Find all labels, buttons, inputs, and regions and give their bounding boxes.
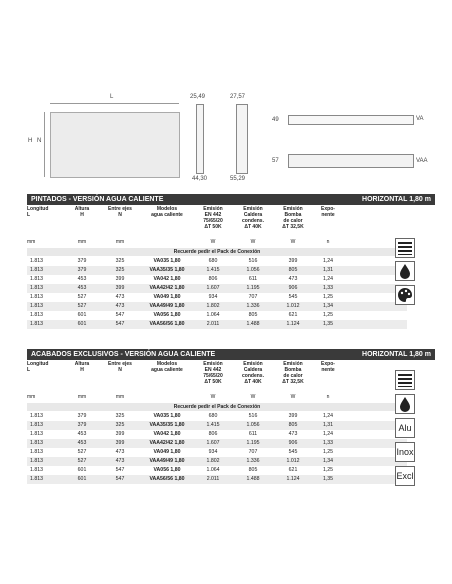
column-header: Modelos agua caliente: [151, 361, 183, 373]
column-header: Modelos agua caliente: [151, 206, 183, 218]
table-cell: VAA35/35 1,80: [149, 267, 185, 273]
column-header: Expo- nente: [321, 361, 335, 373]
column-unit: W: [250, 239, 256, 245]
table-cell: 1.056: [246, 267, 260, 273]
table-cell: 1.064: [206, 312, 220, 318]
table-cell: 516: [248, 258, 258, 264]
table-cell: 473: [115, 458, 125, 464]
table-cell: 453: [77, 285, 87, 291]
table-cell: 379: [77, 267, 87, 273]
section-header-pintados: [27, 194, 435, 205]
table-cell: 1.415: [206, 422, 220, 428]
table-cell: VA056 1,80: [153, 312, 181, 318]
table-cell: 1.813: [30, 276, 43, 282]
dim-va-depth: 49: [272, 117, 279, 123]
column-header: Emisión EN 442 75/65/20 ΔT 50K: [203, 361, 223, 385]
table-row: [27, 430, 407, 439]
table-cell: 1.195: [246, 285, 260, 291]
table-row: [27, 457, 407, 466]
table-cell: VAA56/56 1,80: [149, 321, 185, 327]
table-cell: 601: [77, 312, 87, 318]
column-unit: mm: [115, 239, 125, 245]
table-cell: 1,25: [322, 467, 334, 473]
column-header: Longitud L: [27, 361, 49, 373]
table-row: [27, 475, 407, 484]
table-cell: 1.813: [30, 431, 43, 437]
table-row: [27, 466, 407, 475]
table-cell: 516: [248, 413, 258, 419]
column-header: Emisión Bomba de calor ΔT 32,5K: [282, 361, 304, 385]
table-row: [27, 293, 407, 302]
column-unit: mm: [27, 239, 36, 245]
radiator-side-view-va: [196, 104, 204, 174]
table-cell: 473: [115, 449, 125, 455]
table-cell: 325: [115, 258, 125, 264]
water-drop-icon: [395, 394, 415, 414]
table-cell: 805: [248, 467, 258, 473]
table-cell: 547: [115, 476, 125, 482]
table-cell: 1.064: [206, 467, 220, 473]
badge-excl: Excl: [395, 466, 415, 486]
table-cell: 1.813: [30, 458, 43, 464]
table-cell: 611: [248, 431, 258, 437]
table-cell: 1.124: [286, 321, 300, 327]
table-row: [27, 439, 407, 448]
table-row: [27, 421, 407, 430]
column-header: Entre ejes N: [108, 361, 132, 373]
table-cell: 1.813: [30, 285, 43, 291]
table-cell: 906: [288, 440, 298, 446]
table-cell: 1.813: [30, 321, 43, 327]
table-cell: 2.011: [206, 321, 220, 327]
table-cell: 547: [115, 467, 125, 473]
column-header: Emisión Caldera condens. ΔT 40K: [242, 361, 264, 385]
table-cell: 473: [288, 276, 298, 282]
table-cell: 1.802: [206, 303, 220, 309]
column-header: Altura H: [74, 361, 90, 373]
dim-25-49: 25,49: [190, 94, 206, 100]
table-cell: VA042 1,80: [153, 276, 181, 282]
table-cell: 399: [288, 413, 298, 419]
table-cell: 1.813: [30, 267, 43, 273]
table-cell: 1,25: [322, 312, 334, 318]
table-cell: 527: [77, 303, 87, 309]
table-cell: 707: [248, 294, 258, 300]
table-cell: VAA49/49 1,80: [149, 458, 185, 464]
table-cell: 1,34: [322, 303, 334, 309]
table-row: [27, 275, 407, 284]
table-cell: 1.336: [246, 458, 260, 464]
table-cell: 453: [77, 440, 87, 446]
table-cell: 805: [288, 267, 298, 273]
radiator-finish-icon: [395, 370, 415, 390]
table-cell: 1.813: [30, 440, 43, 446]
column-unit: W: [210, 239, 216, 245]
table-cell: 806: [208, 431, 218, 437]
dim-n: N: [37, 138, 42, 144]
table-cell: 1.813: [30, 294, 43, 300]
table-cell: 1,24: [322, 431, 334, 437]
radiator-front-view: [50, 112, 180, 178]
table-cell: VA056 1,80: [153, 467, 181, 473]
table-cell: 1,35: [322, 476, 334, 482]
table-cell: VAA42/42 1,80: [149, 285, 185, 291]
table-cell: 453: [77, 276, 87, 282]
table-cell: 680: [208, 258, 218, 264]
label-vaa: VAA: [416, 158, 428, 164]
table-row: [27, 302, 407, 311]
table-cell: 707: [248, 449, 258, 455]
table-cell: 1.012: [286, 303, 300, 309]
table-cell: 906: [288, 285, 298, 291]
table-cell: 473: [115, 294, 125, 300]
water-drop-icon: [395, 261, 415, 281]
table-cell: 527: [77, 294, 87, 300]
table-cell: 1.813: [30, 413, 43, 419]
table-cell: 1.813: [30, 258, 43, 264]
table-cell: 547: [115, 321, 125, 327]
table-cell: 680: [208, 413, 218, 419]
table-cell: 453: [77, 431, 87, 437]
table-row: [27, 311, 407, 320]
column-unit: n: [326, 239, 330, 245]
table-cell: 379: [77, 413, 87, 419]
table-cell: 1.813: [30, 303, 43, 309]
paint-palette-icon: [395, 285, 415, 305]
radiator-top-view-vaa: [288, 154, 414, 168]
dim-55-29: 55,29: [230, 176, 246, 182]
table-cell: 325: [115, 422, 125, 428]
dim-h: H: [28, 138, 33, 144]
column-header: Emisión Caldera condens. ΔT 40K: [242, 206, 264, 230]
table-cell: 1,31: [322, 267, 334, 273]
table-cell: VA049 1,80: [153, 449, 181, 455]
table-cell: 547: [115, 312, 125, 318]
table-cell: 806: [208, 276, 218, 282]
table-cell: 2.011: [206, 476, 220, 482]
table-row: [27, 448, 407, 457]
table-cell: 1.802: [206, 458, 220, 464]
table-row: [27, 266, 407, 275]
radiator-finish-icon: [395, 238, 415, 258]
table-cell: 1.488: [246, 476, 260, 482]
table-cell: 1,33: [322, 285, 334, 291]
table-cell: 1,25: [322, 449, 334, 455]
table-cell: 1.195: [246, 440, 260, 446]
table-cell: 1,33: [322, 440, 334, 446]
column-unit: mm: [77, 394, 87, 400]
dim-44-30: 44,30: [192, 176, 208, 182]
column-unit: mm: [77, 239, 87, 245]
table-cell: 1,25: [322, 294, 334, 300]
table-cell: 545: [288, 294, 298, 300]
table-cell: 527: [77, 449, 87, 455]
table-cell: VAA42/42 1,80: [149, 440, 185, 446]
table-cell: 325: [115, 413, 125, 419]
table-cell: 601: [77, 476, 87, 482]
column-unit: n: [326, 394, 330, 400]
table-cell: 601: [77, 467, 87, 473]
table-cell: 805: [288, 422, 298, 428]
table-row: [27, 412, 407, 421]
column-header: Entre ejes N: [108, 206, 132, 218]
table-cell: 1.012: [286, 458, 300, 464]
pack-note: Recuerde pedir el Pack de Conexión: [27, 403, 407, 411]
dim-27-57: 27,57: [230, 94, 246, 100]
column-unit: W: [290, 394, 296, 400]
badge-alu: Alu: [395, 418, 415, 438]
table-cell: 1,24: [322, 276, 334, 282]
column-header: Longitud L: [27, 206, 49, 218]
table-cell: 325: [115, 267, 125, 273]
table-row: [27, 284, 407, 293]
table-cell: VAA56/56 1,80: [149, 476, 185, 482]
column-header: Emisión Bomba de calor ΔT 32,5K: [282, 206, 304, 230]
table-cell: 379: [77, 258, 87, 264]
column-header: Altura H: [74, 206, 90, 218]
table-cell: 379: [77, 422, 87, 428]
table-row: [27, 257, 407, 266]
table-cell: VA042 1,80: [153, 431, 181, 437]
table-cell: VAA49/49 1,80: [149, 303, 185, 309]
column-unit: W: [210, 394, 216, 400]
table-cell: 399: [288, 258, 298, 264]
table-cell: 1,24: [322, 258, 334, 264]
table-cell: 473: [115, 303, 125, 309]
table-cell: 934: [208, 449, 218, 455]
table-cell: 399: [115, 285, 125, 291]
table-cell: 527: [77, 458, 87, 464]
table-cell: 1.813: [30, 476, 43, 482]
table-cell: 1.813: [30, 312, 43, 318]
table-cell: 621: [288, 312, 298, 318]
table-cell: 1.813: [30, 449, 43, 455]
column-unit: mm: [27, 394, 36, 400]
section-orientation: HORIZONTAL 1,80 m: [362, 351, 431, 358]
table-cell: 1.488: [246, 321, 260, 327]
badge-inox: Inox: [395, 442, 415, 462]
table-cell: VA049 1,80: [153, 294, 181, 300]
label-va: VA: [416, 116, 424, 122]
table-cell: 601: [77, 321, 87, 327]
table-cell: 611: [248, 276, 258, 282]
table-cell: 1.813: [30, 422, 43, 428]
table-cell: 1,34: [322, 458, 334, 464]
table-cell: 1.336: [246, 303, 260, 309]
table-cell: 399: [115, 431, 125, 437]
table-cell: 399: [115, 440, 125, 446]
radiator-side-view-vaa: [236, 104, 248, 174]
table-cell: 1.124: [286, 476, 300, 482]
section-orientation: HORIZONTAL 1,80 m: [362, 196, 431, 203]
column-header: Expo- nente: [321, 206, 335, 218]
section-title: PINTADOS - VERSIÓN AGUA CALIENTE: [31, 196, 164, 203]
column-unit: mm: [115, 394, 125, 400]
dim-vaa-depth: 57: [272, 158, 279, 164]
column-unit: W: [250, 394, 256, 400]
pack-note: Recuerde pedir el Pack de Conexión: [27, 248, 407, 256]
table-cell: 1,31: [322, 422, 334, 428]
table-cell: 1,35: [322, 321, 334, 327]
section-title: ACABADOS EXCLUSIVOS - VERSIÓN AGUA CALIENTE: [31, 351, 216, 358]
table-cell: 1.056: [246, 422, 260, 428]
table-row: [27, 320, 407, 329]
radiator-top-view-va: [288, 115, 414, 125]
table-cell: VAA35/35 1,80: [149, 422, 185, 428]
table-cell: 621: [288, 467, 298, 473]
table-cell: 1,24: [322, 413, 334, 419]
dim-l: L: [110, 94, 114, 100]
table-cell: VA035 1,80: [153, 258, 181, 264]
table-cell: 934: [208, 294, 218, 300]
table-cell: 399: [115, 276, 125, 282]
table-cell: 1.415: [206, 267, 220, 273]
table-cell: 1.607: [206, 285, 220, 291]
table-cell: 805: [248, 312, 258, 318]
column-header: Emisión EN 442 75/65/20 ΔT 50K: [203, 206, 223, 230]
table-cell: 1.813: [30, 467, 43, 473]
section-header-acabados: [27, 349, 435, 360]
table-cell: VA035 1,80: [153, 413, 181, 419]
table-cell: 473: [288, 431, 298, 437]
table-cell: 545: [288, 449, 298, 455]
table-cell: 1.607: [206, 440, 220, 446]
column-unit: W: [290, 239, 296, 245]
